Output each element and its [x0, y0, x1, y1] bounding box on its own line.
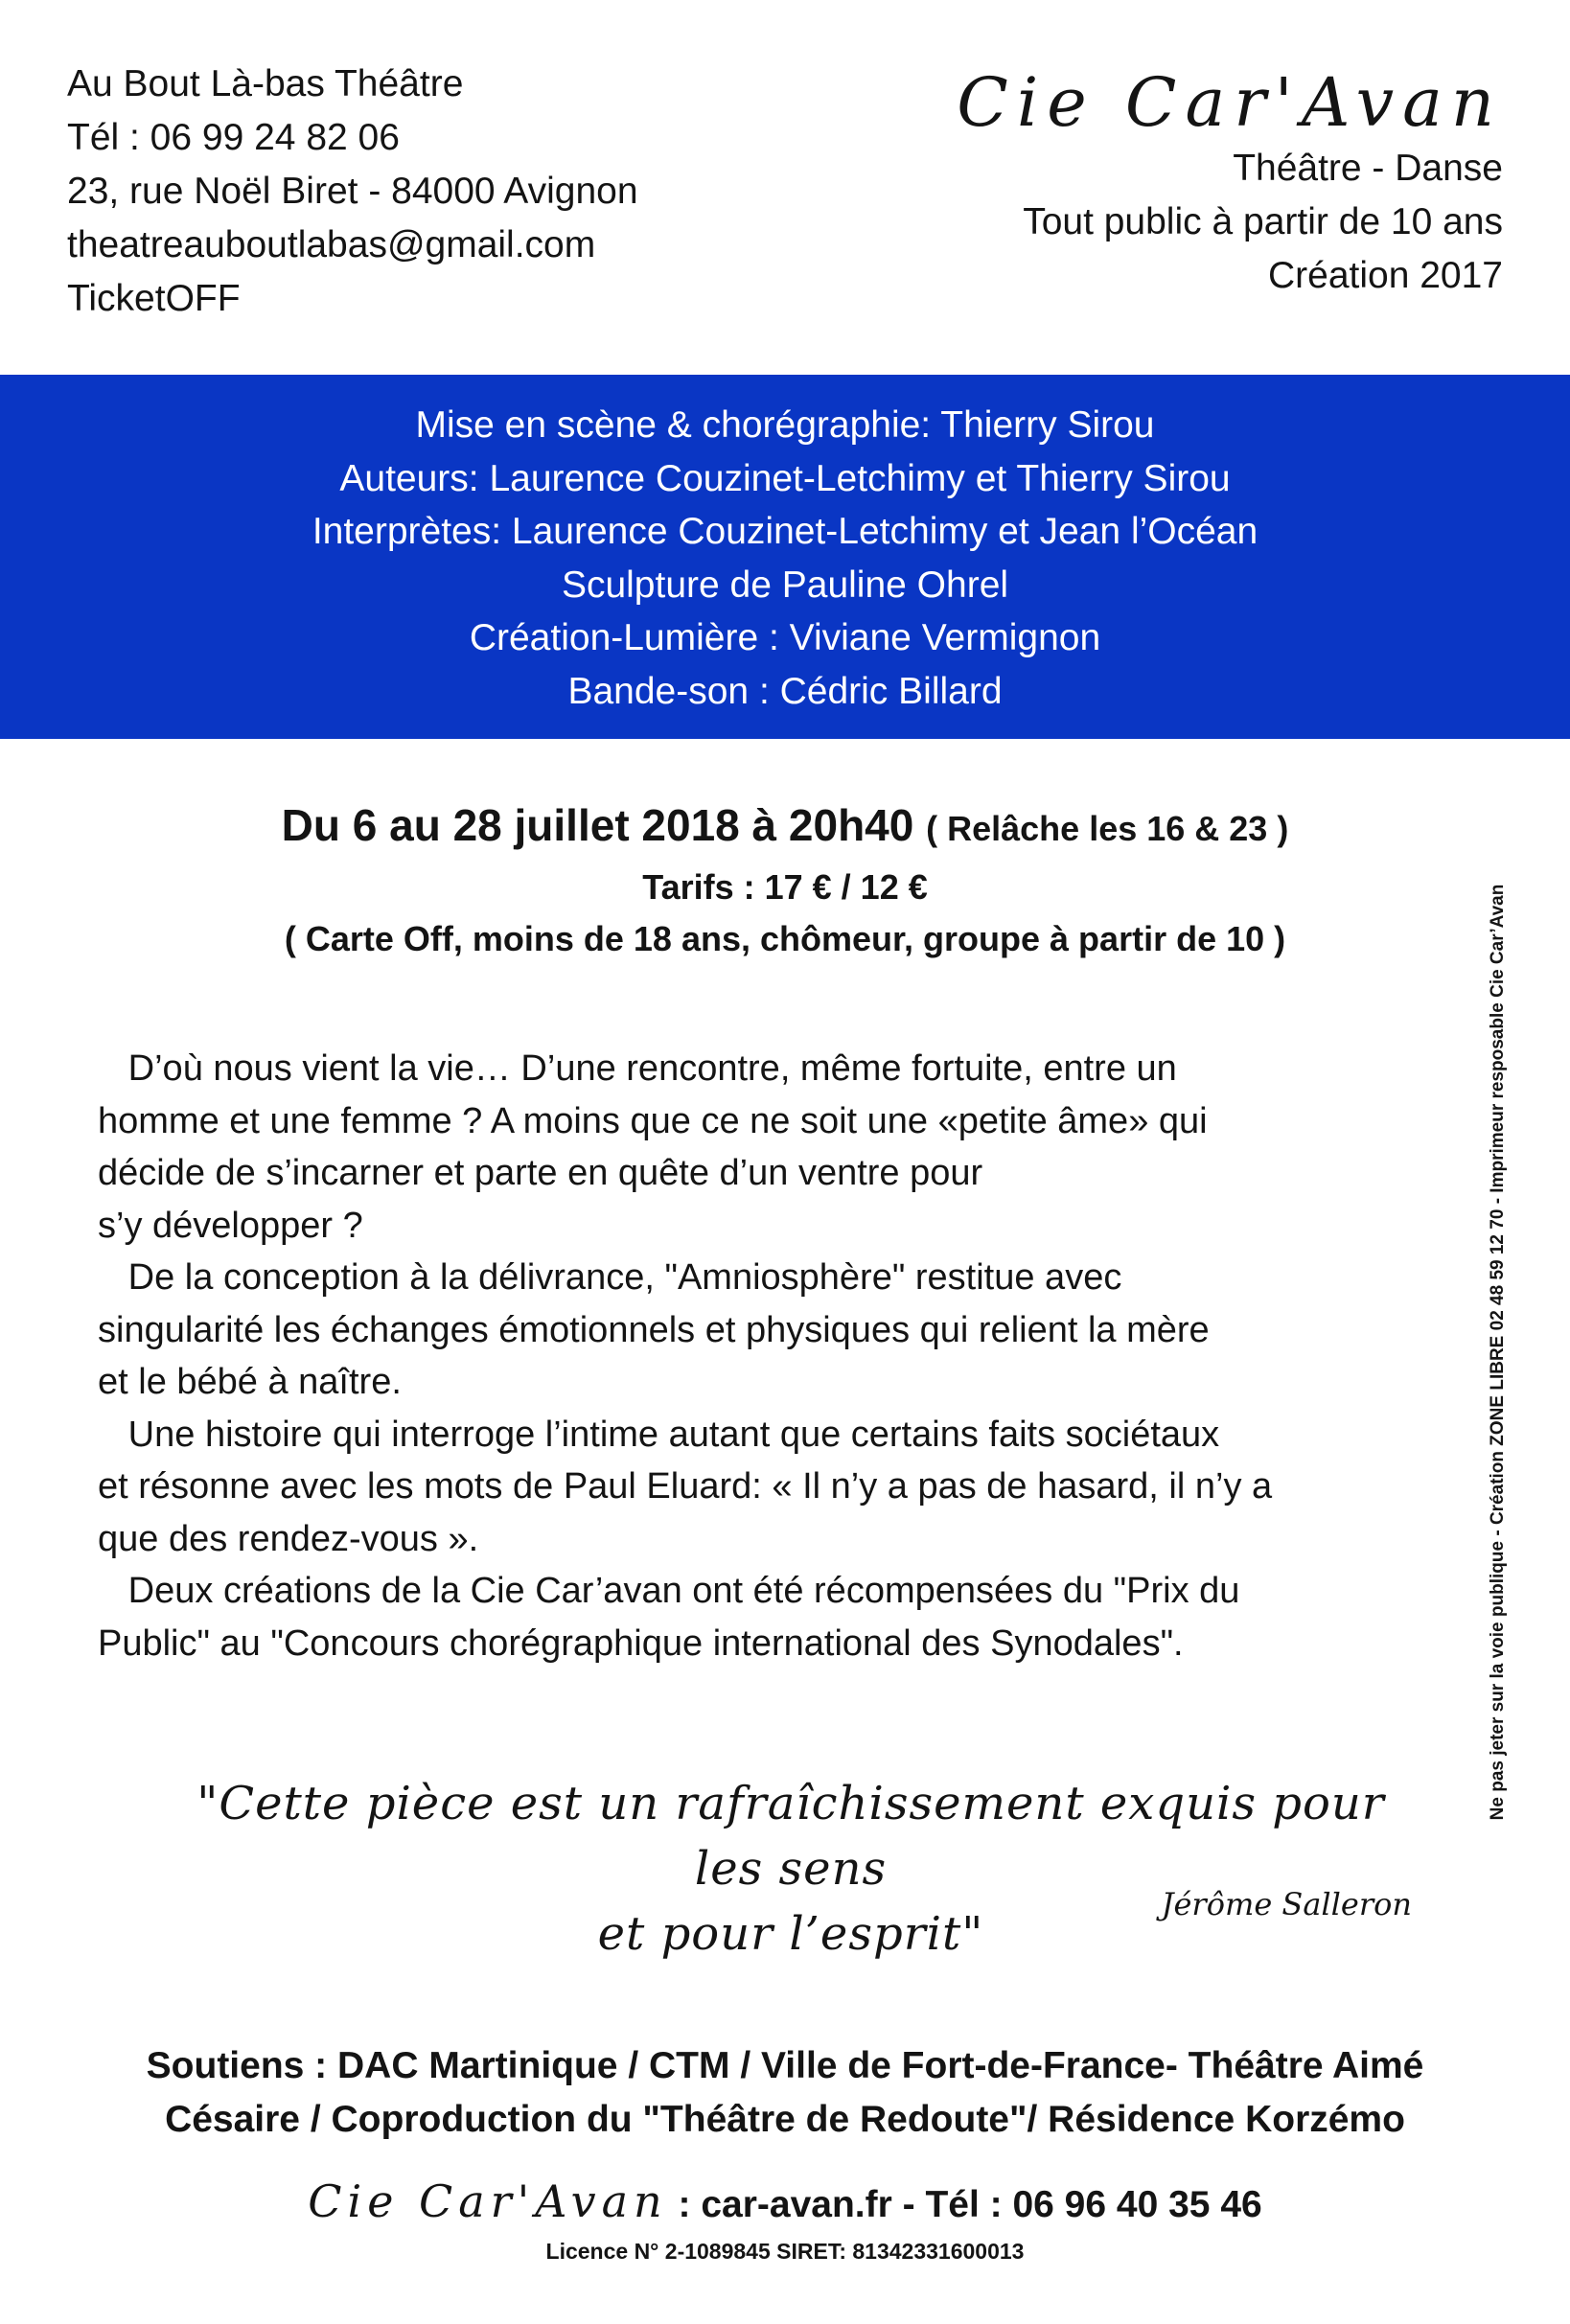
description-line: Public" au "Concours chorégraphique international des Synodales".	[98, 1622, 1184, 1664]
description-line: s’y développer ?	[98, 1205, 363, 1246]
quote-author: Jérôme Salleron	[1161, 1886, 1412, 1922]
venue-address: 23, rue Noël Biret - 84000 Avignon	[67, 171, 638, 212]
press-quote	[163, 1771, 1419, 1967]
schedule-relache: ( Relâche les 16 & 23 )	[926, 809, 1289, 848]
footer-contact	[0, 2175, 1570, 2227]
company-logo: Cie Car'Avan	[957, 63, 1503, 142]
venue-name: Au Bout Là-bas Théâtre	[67, 63, 464, 104]
description-line: De la conception à la délivrance, "Amniosphère" restitue avec	[98, 1257, 1122, 1298]
venue-phone: Tél : 06 99 24 82 06	[67, 117, 400, 158]
side-legal-notice: Ne pas jeter sur la voie publique - Création ZONE LIBRE 02 48 59 12 70 - Imprimeur resposable Cie Car’Avan	[1488, 884, 1508, 1821]
description-line: Une histoire qui interroge l’intime autant que certains faits sociétaux	[98, 1414, 1220, 1455]
schedule-dates-line	[0, 792, 1570, 863]
company-header	[957, 59, 1503, 303]
venue-ticketing: TicketOFF	[67, 278, 241, 319]
credit-line: Création-Lumière : Viviane Vermignon	[469, 617, 1101, 658]
supports	[0, 2039, 1570, 2147]
description-line: D’où nous vient la vie… D’une rencontre, même fortuite, entre un	[98, 1048, 1177, 1089]
footer-contact-text: : car-avan.fr - Tél : 06 96 40 35 46	[678, 2184, 1262, 2225]
company-audience: Tout public à partir de 10 ans	[1023, 201, 1503, 242]
schedule-tarifs: Tarifs : 17 € / 12 €	[642, 867, 928, 907]
footer-licence: Licence N° 2-1089845 SIRET: 81342331600013	[545, 2239, 1025, 2264]
description-line: singularité les échanges émotionnels et physiques qui relient la mère	[98, 1309, 1210, 1350]
quote-line: et pour l’esprit"	[597, 1907, 984, 1961]
schedule-tarifs-detail: ( Carte Off, moins de 18 ans, chômeur, groupe à partir de 10 )	[284, 919, 1286, 958]
description-line: décide de s’incarner et parte en quête d’un ventre pour	[98, 1153, 983, 1193]
credit-line: Sculpture de Pauline Ohrel	[561, 564, 1009, 606]
credit-line: Auteurs: Laurence Couzinet-Letchimy et Thierry Sirou	[339, 457, 1231, 499]
schedule-dates: Du 6 au 28 juillet 2018 à 20h40	[281, 800, 914, 850]
description-line: que des rendez-vous ».	[98, 1518, 479, 1559]
company-genre: Théâtre - Danse	[1233, 148, 1503, 189]
venue-email: theatreauboutlabas@gmail.com	[67, 224, 596, 265]
credit-line: Interprètes: Laurence Couzinet-Letchimy et Jean l’Océan	[312, 511, 1258, 552]
description-line: Deux créations de la Cie Car’avan ont été récompensées du "Prix du	[98, 1571, 1240, 1611]
venue-info	[67, 58, 638, 326]
description-line: et résonne avec les mots de Paul Eluard: « Il n’y a pas de hasard, il n’y a	[98, 1466, 1273, 1507]
description-line: et le bébé à naître.	[98, 1362, 402, 1402]
credit-line: Mise en scène & chorégraphie: Thierry Sirou	[415, 404, 1155, 446]
footer-company-logo: Cie Car'Avan	[308, 2175, 668, 2227]
company-creation: Création 2017	[1267, 255, 1503, 296]
description	[98, 1043, 1440, 1669]
quote-line: "Cette pièce est un rafraîchissement exquis pour les sens	[196, 1777, 1385, 1896]
supports-line: Césaire / Coproduction du "Théâtre de Redoute"/ Résidence Korzémo	[165, 2099, 1405, 2140]
credit-line: Bande-son : Cédric Billard	[567, 670, 1003, 712]
credits-band	[0, 375, 1570, 739]
schedule-block	[0, 792, 1570, 966]
supports-line: Soutiens : DAC Martinique / CTM / Ville de Fort-de-France- Théâtre Aimé	[146, 2045, 1424, 2086]
description-line: homme et une femme ? A moins que ce ne soit une «petite âme» qui	[98, 1100, 1208, 1141]
